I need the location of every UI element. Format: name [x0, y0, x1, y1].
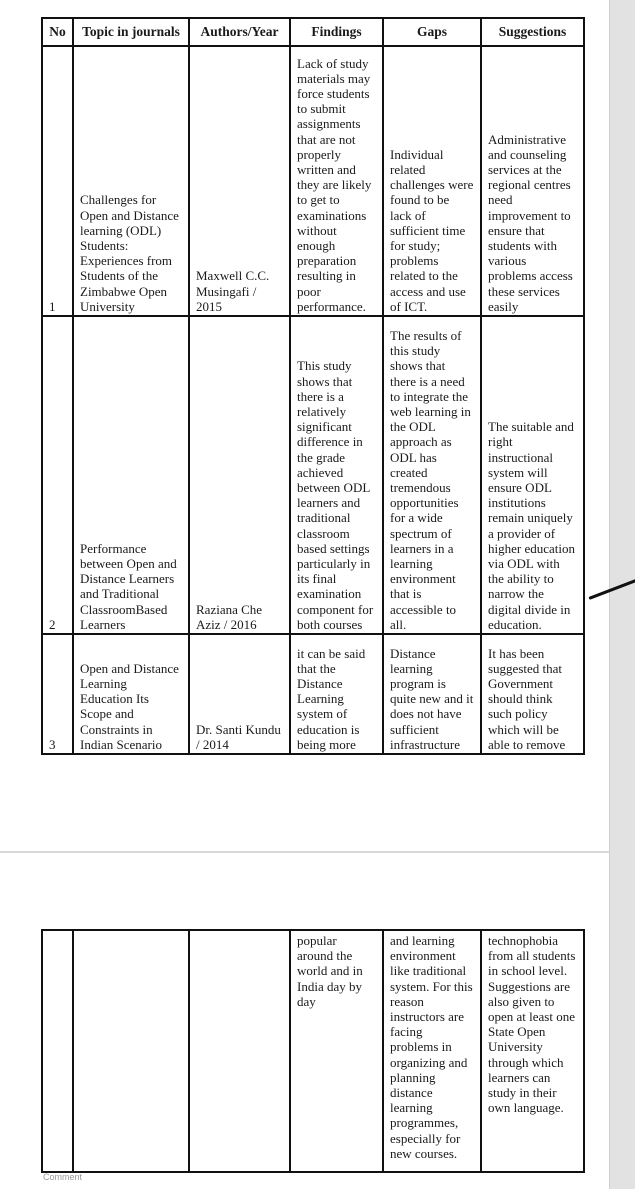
gaps-text: and learning environment like traditional system. For this reason instructors are facing problems in organizing and planning distance learning programmes, especially for new courses.: [390, 933, 473, 1161]
topic-cell-empty: [73, 930, 189, 1172]
suggestions-cell: [481, 634, 584, 754]
authors-cell: [189, 46, 290, 316]
header-no: No: [42, 18, 73, 46]
authors-cell: [189, 634, 290, 754]
authors-cell: [189, 316, 290, 634]
authors-text: Raziana Che Aziz / 2016: [196, 601, 263, 632]
suggestions-cell: [481, 930, 584, 1172]
table-header-row: [42, 18, 584, 46]
suggestions-text: The suitable and right instructional system will ensure ODL institutions remain uniquely a provider of higher education via ODL with the ability to narrow the digital divide in education.: [488, 419, 575, 632]
topic-text: Open and Distance Learning Education Its Scope and Constraints in Indian Scenario: [80, 660, 179, 752]
topic-cell: [73, 46, 189, 316]
gaps-text: Distance learning program is quite new and it does not have sufficient infrastructure: [390, 645, 474, 752]
literature-review-table-continued: [41, 929, 585, 1173]
row-number-empty: [42, 930, 73, 1172]
suggestions-cell: [481, 316, 584, 634]
header-authors-year: Authors/Year: [189, 18, 290, 46]
findings-cell: [290, 316, 383, 634]
topic-cell: [73, 634, 189, 754]
header-topic: Topic in journals: [73, 18, 189, 46]
findings-text: Lack of study materials may force students to submit assignments that are not properly written and they are likely to get to examinations without enough preparation resulting in poor performance.: [297, 55, 372, 314]
gaps-cell: [383, 316, 481, 634]
suggestions-text: technophobia from all students in school level. Suggestions are also given to open at least one State Open University through which learners can study in their own language.: [488, 933, 576, 1116]
findings-cell: [290, 46, 383, 316]
suggestions-text: Administrative and counseling services at the regional centres need improvement to ensure that students with various problems access these services easily: [488, 131, 573, 314]
table-row: [42, 930, 584, 1172]
authors-text: Dr. Santi Kundu / 2014: [196, 721, 281, 752]
findings-cell: [290, 634, 383, 754]
gaps-cell: [383, 930, 481, 1172]
comment-label[interactable]: Comment: [43, 1172, 83, 1182]
topic-cell: [73, 316, 189, 634]
scrollbar-track[interactable]: [609, 0, 635, 1189]
findings-cell: [290, 930, 383, 1172]
literature-review-table: [41, 17, 585, 755]
authors-cell-empty: [189, 930, 290, 1172]
gaps-text: Individual related challenges were found to be lack of sufficient time for study; problems related to the access and use of ICT.: [390, 146, 474, 314]
header-suggestions: Suggestions: [481, 18, 584, 46]
suggestions-cell: [481, 46, 584, 316]
topic-text: Performance between Open and Distance Learners and Traditional ClassroomBased Learners: [80, 540, 177, 632]
table-row: [42, 46, 584, 316]
gaps-text: The results of this study shows that there is a need to integrate the web learning in the ODL approach as ODL has created tremendous opportunities for a wide spectrum of learners in a learning environment that is accessible to all.: [390, 327, 471, 632]
findings-text: This study shows that there is a relatively significant difference in the grade achieved between ODL learners and traditional classroom based settings particularly in its final examination component for both courses: [297, 358, 374, 632]
findings-text: it can be said that the Distance Learning system of education is being more: [297, 645, 366, 752]
table-row: [42, 316, 584, 634]
gaps-cell: [383, 634, 481, 754]
header-gaps: Gaps: [383, 18, 481, 46]
authors-text: Maxwell C.C. Musingafi / 2015: [196, 268, 270, 314]
findings-text: popular around the world and in India day by day: [297, 933, 363, 1009]
table-row: [42, 634, 584, 754]
header-findings: Findings: [290, 18, 383, 46]
row-number: 2: [42, 316, 73, 634]
suggestions-text: It has been suggested that Government should think such policy which will be able to remove: [488, 645, 566, 752]
row-number: 1: [42, 46, 73, 316]
row-number: 3: [42, 634, 73, 754]
gaps-cell: [383, 46, 481, 316]
topic-text: Challenges for Open and Distance learning (ODL) Students: Experiences from Students of the Zimbabwe Open University: [80, 192, 179, 314]
